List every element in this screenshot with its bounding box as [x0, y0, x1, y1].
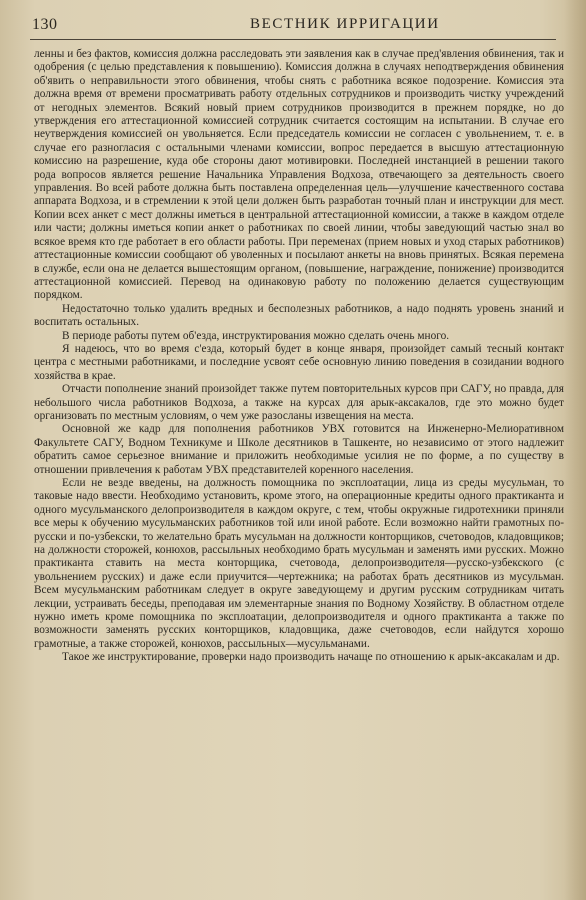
article-body [34, 48, 564, 665]
paragraph: В периоде работы путем об'езда, инструктирования можно сделать очень много. [62, 329, 450, 342]
paragraph: ленны и без фактов, комиссия должна расследовать эти заявления как в случае пред'явления обвинения, так и одобрения (с целью представления к повышению). Комиссия должна в случаях неподтверждения обвинения об'явить о неправильности этого обвинения, чтобы снять с работника всякое подозрение. Комиссия эта должна время от времени просматривать работу отдельных сотрудников и производить чистку учреждений от негодных элементов. Всякий новый прием сотрудников производится в прежнем порядке, но до утверждения его аттестационной комиссией сотрудник считается состоящим на испытании. В случае его неутверждения комиссией он увольняется. Если председатель комиссии не согласен с увольнением, т. е. в случае его разногласия с остальными членами комиссии, вопрос передается в высшую аттестационную комиссию на разрешение, куда обе стороны дают мотивировки. Последней инстанцией в решении такого рода вопросов является решение Начальника Управления Водхоза, отвечающего за деятельность своего управления. Во всей работе должна быть поставлена определенная цель—улучшение качественного состава аппарата Водхоза, и в стремлении к этой цели должен быть разработан точный план и инструкции для мест. Копии всех анкет с мест должны иметься в центральной аттестационной комиссии, а также в каждом отделе или части; должны иметься копии анкет о работниках по своей линии, чтобы заведующий частью знал во всякое время кто где работает в его области работы. При переменах (прием новых и уход старых работников) аттестационные комиссии сообщают об уволенных и посылают анкеты на вновь принятых. Всякая перемена в службе, если она не делается вышестоящим органом, (повышение, награждение, понижение) производится аттестационной комиссией. Перевод на одинаковую работу по положению делается существующим порядком. [34, 48, 564, 302]
paragraph: Такое же инструктирование, проверки надо производить начаще по отношению к арык-аксакалам и др. [62, 651, 560, 664]
paragraph: Основной же кадр для пополнения работников УВХ готовится на Инженерно-Мелиоративном Факультете САГУ, Водном Техникуме и Школе десятников в Ташкенте, но независимо от этого надлежит обратить самое серьезное внимание и приложить необходимые усилия не по форме, а по существу в отношении привлечения к работам УВХ представителей коренного населения. [34, 423, 564, 476]
journal-title: ВЕСТНИК ИРРИГАЦИИ [250, 16, 440, 32]
paragraph: Я надеюсь, что во время с'езда, который будет в конце января, произойдет самый тесный контакт центра с местными работниками, и последние усвоят себе основную линию поведения в созидании водного хозяйства в крае. [34, 342, 564, 382]
page-number: 130 [32, 16, 58, 33]
page-edge-shadow [564, 0, 586, 900]
paragraph: Если не везде введены, на должность помощника по эксплоатации, лица из среды мусульман, то таковые надо ввести. Необходимо установить, кроме этого, на операционные кредиты одного практиканта и одного мусульманского делопроизводителя в каждом округе, с тем, чтобы окружные гидротехники приняли все меры к обучению мусульманских работников той или иной работе. Если возможно найти грамотных по-русски и по-узбекски, то желательно брать мусульман на должности конторщиков, счетоводов, кладовщиков; на должности сторожей, конюхов, рассыльных необходимо брать мусульман и заменять ими русских. Можно практиканта ставить на места конторщика, счетовода, делопроизводителя—русско-узбекского (с увольнением русских) и даже если приучится—чертежника; на работах брать десятников из мусульман. Всем мусульманским работникам следует в округе заведующему и другим русским сотрудникам читать лекции, устраивать беседы, преподавая им элементарные знания по Водному Хозяйству. В областном отделе нужно иметь кроме помощника по эксплоатации, делопроизводителя и одного практиканта а также по возможности заменять русских конторщиков, кладовщика, даже счетоводов, если найдутся хорошо грамотные, а также сторожей, конюхов, рассыльных—мусульманами. [34, 477, 564, 650]
paragraph: Отчасти пополнение знаний произойдет также путем повторительных курсов при САГУ, но правда, для небольшого числа работников Водхоза, а также на курсах для арык-аксакалов, где это можно будет организовать по местным условиям, о чем уже разосланы извещения на места. [34, 383, 564, 422]
page-header [30, 14, 556, 40]
header-rule [30, 39, 556, 40]
paragraph: Недостаточно только удалить вредных и бесполезных работников, а надо поднять уровень знаний и воспитать остальных. [34, 302, 564, 329]
